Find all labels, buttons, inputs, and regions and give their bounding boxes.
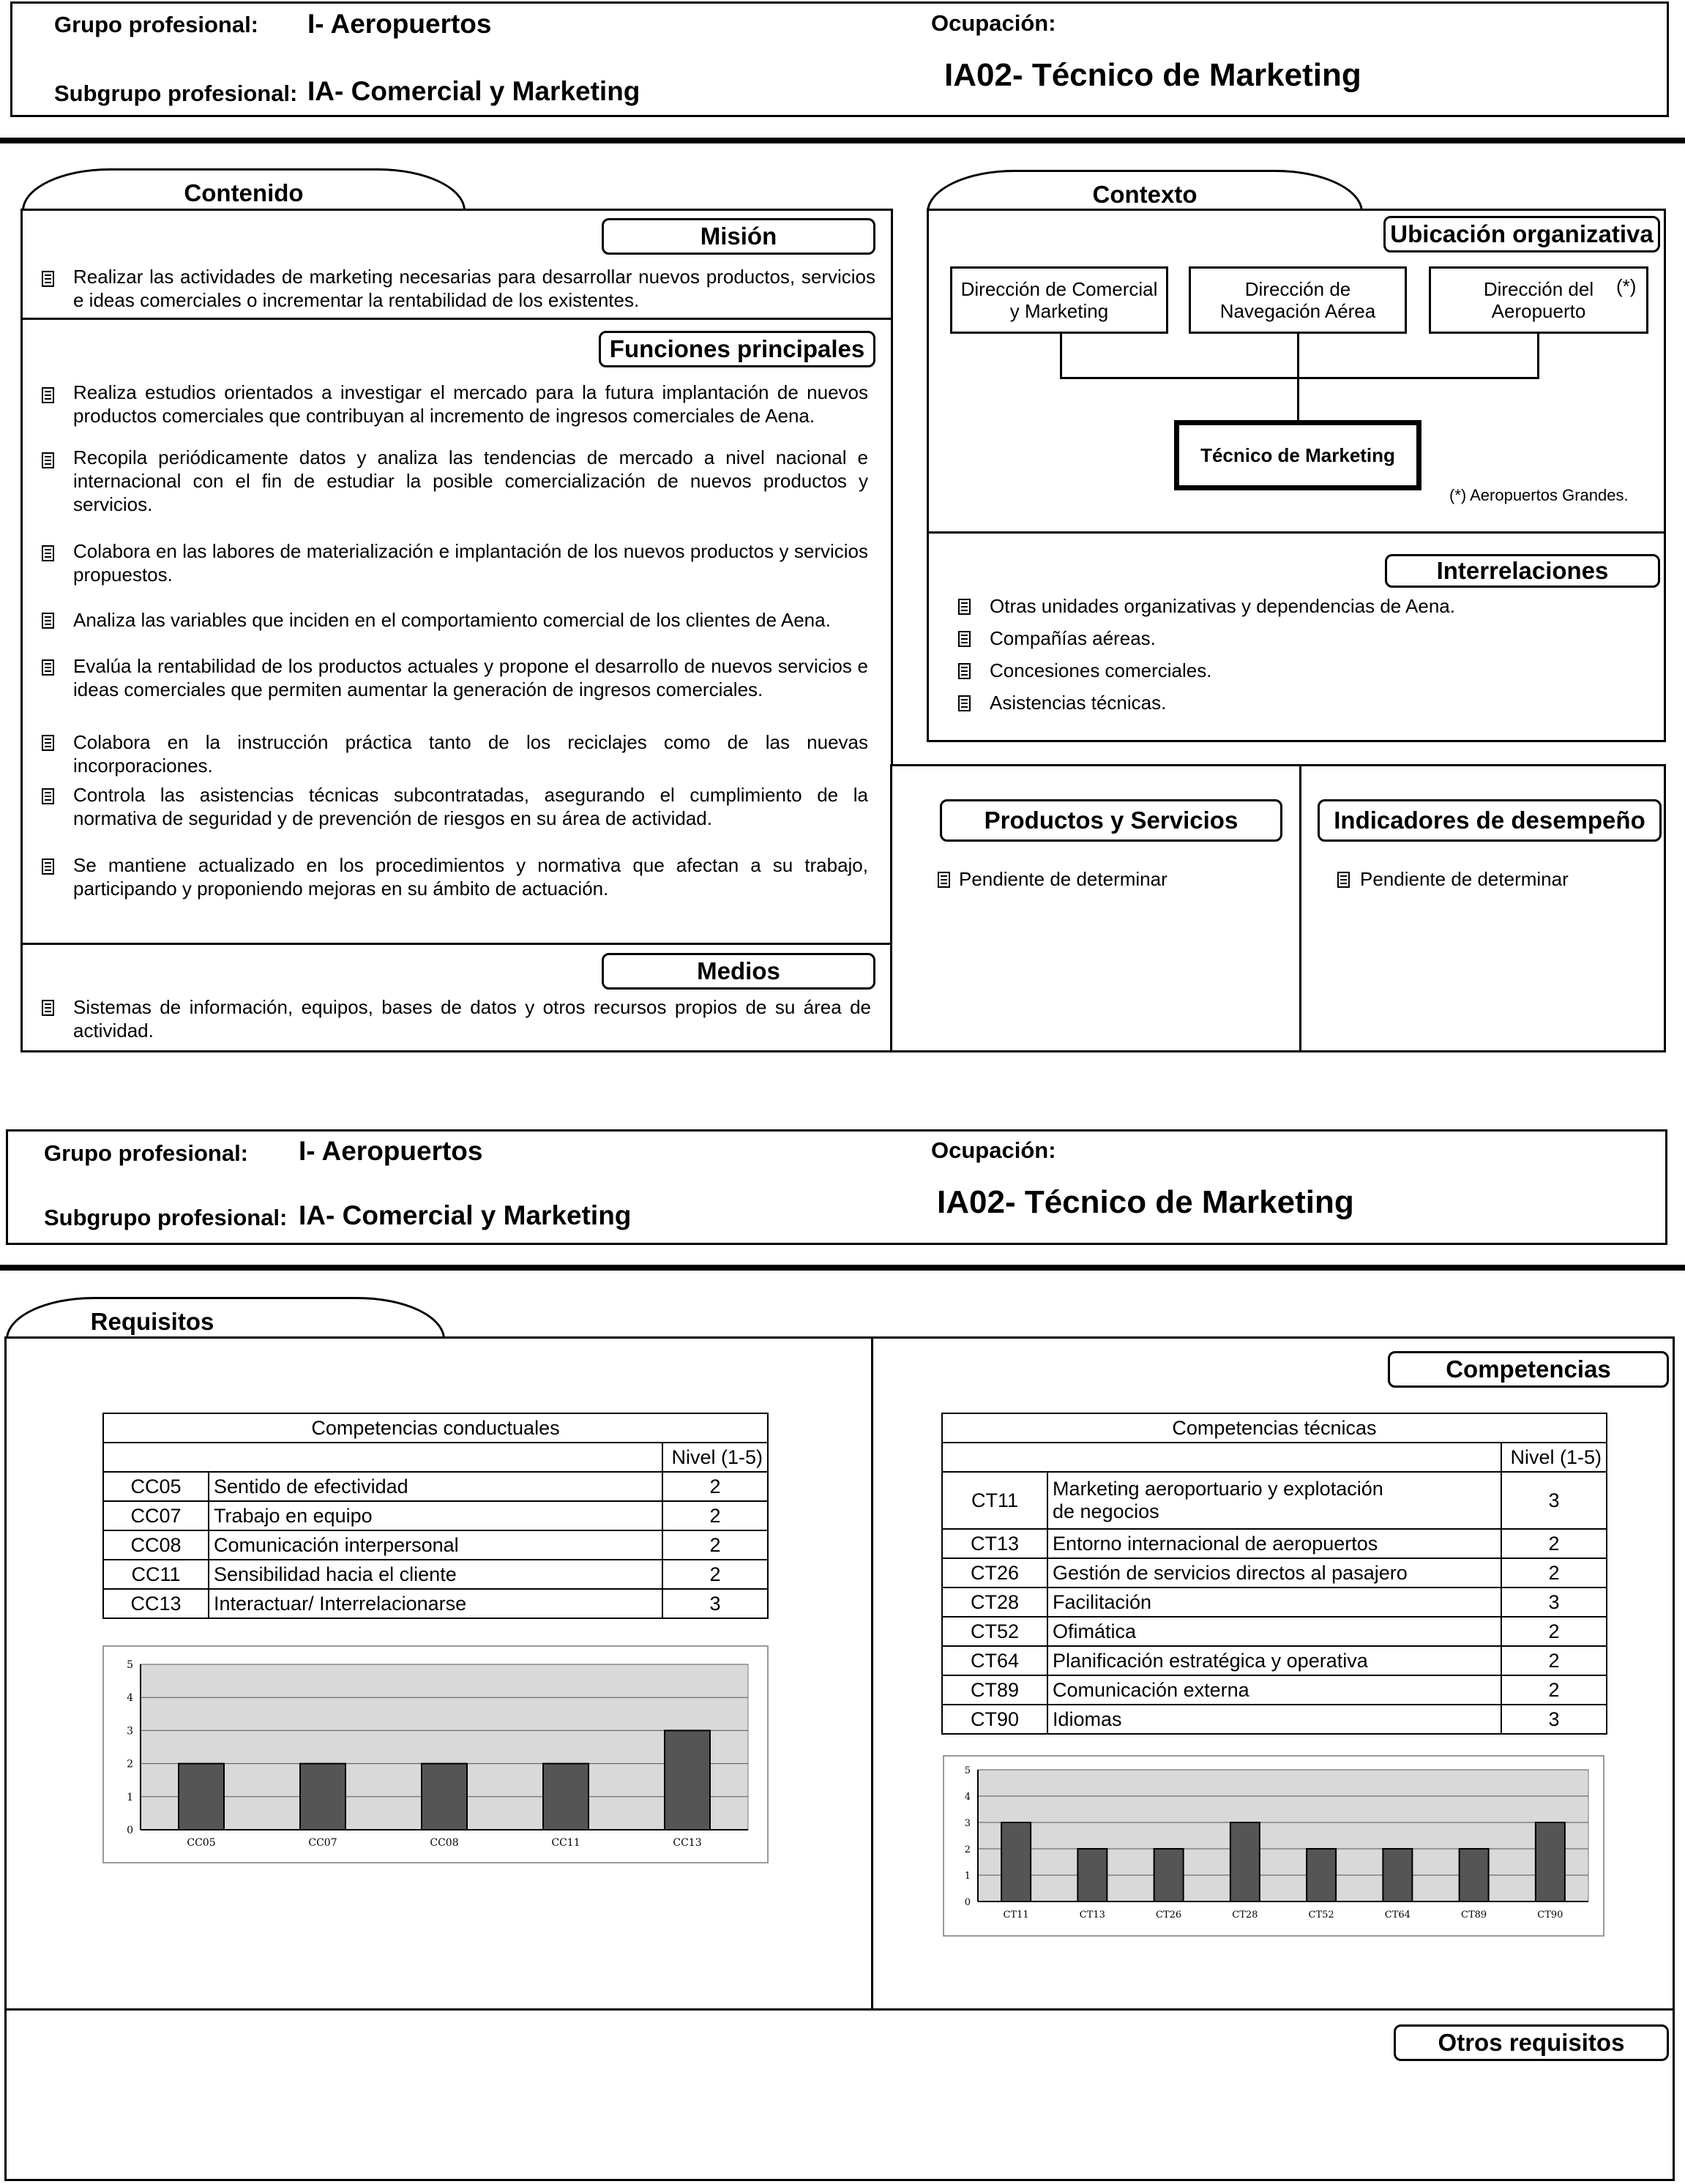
x-tick-label: CT64 [1384,1910,1411,1921]
requisitos-tab [6,1297,445,1339]
funciones-title: Funciones principales [599,331,875,367]
contexto-tab-label: Contexto [1092,181,1198,208]
otros-requisitos-title: Otros requisitos [1394,2024,1669,2061]
funcion-item: Realiza estudios orientados a investigar el mercado para la futura implantación de nuevos productos comerciales que contribuyan al incremento de ingresos comerciales de Aena. [73,381,868,427]
book-bullet-icon [41,788,56,805]
grupo-value: I- Aeropuertos [299,1136,483,1166]
bar [1154,1849,1184,1901]
y-tick-label: 4 [964,1792,971,1803]
subgrupo-value: IA- Comercial y Marketing [307,76,640,106]
x-tick-label: CC13 [673,1837,702,1849]
mision-text: Realizar las actividades de marketing necesarias para desarrollar nuevos productos, servicios e ideas comerciales o incrementar la rentabilidad de los existentes. [73,266,875,311]
y-tick-label: 0 [127,1825,133,1836]
interrelacion-item: Asistencias técnicas. [990,692,1167,714]
bar [300,1764,345,1830]
x-tick-label: CT13 [1079,1910,1105,1921]
conductuales-bar-chart [104,1647,767,1862]
bar [543,1764,589,1830]
bar [1307,1849,1336,1901]
y-tick-label: 2 [127,1758,133,1770]
bar [665,1730,710,1830]
funcion-item: Colabora en las labores de materialización e implantación de los nuevos productos y servicios propuestos. [73,540,868,586]
ocupacion-label: Ocupación: [931,10,1056,36]
y-tick-label: 5 [964,1765,971,1776]
grupo-value: I- Aeropuertos [307,9,492,39]
interrelacion-item: Otras unidades organizativas y dependencias de Aena. [990,595,1455,617]
book-bullet-icon [41,452,56,469]
ocupacion-label: Ocupación: [931,1137,1056,1163]
subgrupo-label: Subgrupo profesional: [44,1205,288,1230]
conductuales-chart-frame [102,1645,769,1863]
mision-title: Misión [602,218,875,255]
table-row: CT13 Entorno internacional de aeropuertos 2 [942,1529,1607,1558]
funcion-item: Se mantiene actualizado en los procedimientos y normativa que afectan a su trabajo, participando y proponiendo mejoras en su ámbito de actuación. [73,854,868,900]
ocupacion-value: IA02- Técnico de Marketing [937,1184,1354,1220]
y-tick-label: 3 [964,1818,971,1829]
interrelacion-item: Compañías aéreas. [990,627,1156,649]
tecnicas-chart-frame [943,1755,1604,1937]
y-tick-label: 2 [964,1844,971,1855]
bar [179,1764,224,1830]
table-row: CC07 Trabajo en equipo 2 [103,1501,768,1530]
x-tick-label: CT89 [1461,1910,1487,1921]
book-bullet-icon [41,734,56,752]
x-tick-label: CT28 [1232,1910,1258,1921]
book-bullet-icon [957,630,972,648]
org-connector [1537,334,1539,379]
table-row: CC08 Comunicación interpersonal 2 [103,1530,768,1560]
org-box-comercial: Dirección de Comercial y Marketing [950,266,1168,334]
ubicacion-title: Ubicación organizativa [1383,216,1660,253]
y-tick-label: 3 [127,1725,133,1738]
x-tick-label: CT26 [1156,1910,1182,1921]
table-row: CC11 Sensibilidad hacia el cliente 2 [103,1560,768,1589]
org-note: (*) Aeropuertos Grandes. [1449,486,1629,504]
contenido-tab-label: Contenido [184,179,304,206]
book-bullet-icon [957,598,972,616]
tecnicas-bar-chart [944,1757,1603,1935]
interrelaciones-title: Interrelaciones [1385,554,1660,588]
grupo-label: Grupo profesional: [54,12,258,37]
productos-text: Pendiente de determinar [959,868,1167,890]
funcion-item: Colabora en la instrucción práctica tanto de los reciclajes como de las nuevas incorporaciones. [73,731,868,777]
book-bullet-icon [957,695,972,712]
funcion-item: Controla las asistencias técnicas subcontratadas, asegurando el cumplimiento de la normativa de seguridad y de prevención de riesgos en su área de actividad. [73,784,868,829]
bar [1077,1849,1107,1901]
contexto-tab [927,170,1363,212]
indicadores-title: Indicadores de desempeño [1318,799,1662,842]
bar [1460,1849,1489,1901]
x-tick-label: CC05 [187,1837,216,1849]
conductuales-title: Competencias conductuales [103,1413,768,1443]
x-tick-label: CT11 [1003,1910,1029,1921]
nivel-header: Nivel (1-5) [1501,1443,1607,1472]
y-tick-label: 4 [127,1692,133,1705]
funcion-item: Evalúa la rentabilidad de los productos actuales y propone el desarrollo de nuevos servicios e ideas comerciales que permiten aumentar la generación de ingresos comerciales. [73,655,868,700]
subgrupo-value: IA- Comercial y Marketing [299,1200,632,1230]
org-connector [1060,377,1539,379]
funcion-item: Analiza las variables que inciden en el comportamiento comercial de los clientes de Aena. [73,609,831,631]
book-bullet-icon [41,545,56,562]
book-bullet-icon [937,871,952,889]
divider-interrelaciones [927,531,1666,534]
table-row: CC05 Sentido de efectividad 2 [103,1472,768,1501]
tecnicas-title: Competencias técnicas [942,1413,1607,1443]
header-rule-2 [0,1265,1685,1271]
bar [1383,1849,1412,1901]
bar [422,1764,467,1830]
nivel-header: Nivel (1-5) [662,1443,768,1472]
table-row: CT89 Comunicación externa 2 [942,1675,1607,1705]
org-box-navegacion: Dirección de Navegación Aérea [1189,266,1407,334]
book-bullet-icon [41,858,56,875]
conductuales-table [102,1413,769,1619]
interrelacion-item: Concesiones comerciales. [990,659,1212,681]
medios-text: Sistemas de información, equipos, bases de datos y otros recursos propios de su área de actividad. [73,996,871,1041]
subgrupo-label: Subgrupo profesional: [54,81,298,106]
bar [1536,1822,1565,1901]
ocupacion-value: IA02- Técnico de Marketing [944,57,1361,93]
indicadores-text: Pendiente de determinar [1360,868,1569,890]
book-bullet-icon [41,270,56,288]
funcion-item: Recopila periódicamente datos y analiza las tendencias de mercado a nivel nacional e internacional con el fin de estudiar la posible comercialización de nuevos productos y servicios. [73,446,868,515]
divider-medios [20,943,893,945]
divider-funciones [20,318,893,320]
book-bullet-icon [1337,871,1351,889]
org-connector [1060,334,1062,379]
header-rule-1 [0,138,1685,143]
org-box-aeropuerto: Dirección del Aeropuerto [1429,266,1648,334]
y-tick-label: 5 [127,1659,133,1671]
table-row: CT28 Facilitación 3 [942,1587,1607,1617]
competencias-top-border [871,1336,1675,1339]
x-tick-label: CT90 [1537,1910,1563,1921]
x-tick-label: CC11 [551,1837,580,1849]
grupo-label: Grupo profesional: [44,1140,248,1166]
org-target-box: Técnico de Marketing [1174,420,1421,490]
table-row: CT26 Gestión de servicios directos al pasajero 2 [942,1558,1607,1587]
bar [1230,1822,1260,1901]
book-bullet-icon [41,612,56,629]
table-row: CC13 Interactuar/ Interrelacionarse 3 [103,1589,768,1618]
contenido-tab [22,168,466,211]
bar [1001,1822,1031,1901]
table-row: CT90 Idiomas 3 [942,1705,1607,1734]
book-bullet-icon [41,659,56,676]
y-tick-label: 0 [964,1897,971,1908]
asterisk-mark: (*) [1616,275,1637,297]
table-row: CT11 Marketing aeroportuario y explotación de negocios 3 [942,1472,1607,1529]
x-tick-label: CC08 [430,1837,459,1849]
table-row: CT64 Planificación estratégica y operativa 2 [942,1646,1607,1675]
requisitos-tab-label: Requisitos [90,1308,214,1335]
book-bullet-icon [41,999,56,1017]
plot-area [978,1770,1588,1901]
medios-title: Medios [602,953,875,990]
book-bullet-icon [41,386,56,404]
x-tick-label: CC07 [308,1837,337,1849]
y-tick-label: 1 [964,1871,971,1882]
y-tick-label: 1 [127,1791,133,1803]
x-tick-label: CT52 [1308,1910,1334,1921]
tecnicas-table [941,1413,1607,1735]
productos-title: Productos y Servicios [940,799,1282,842]
book-bullet-icon [957,662,972,680]
competencias-title: Competencias [1388,1351,1669,1388]
table-row: CT52 Ofimática 2 [942,1617,1607,1646]
